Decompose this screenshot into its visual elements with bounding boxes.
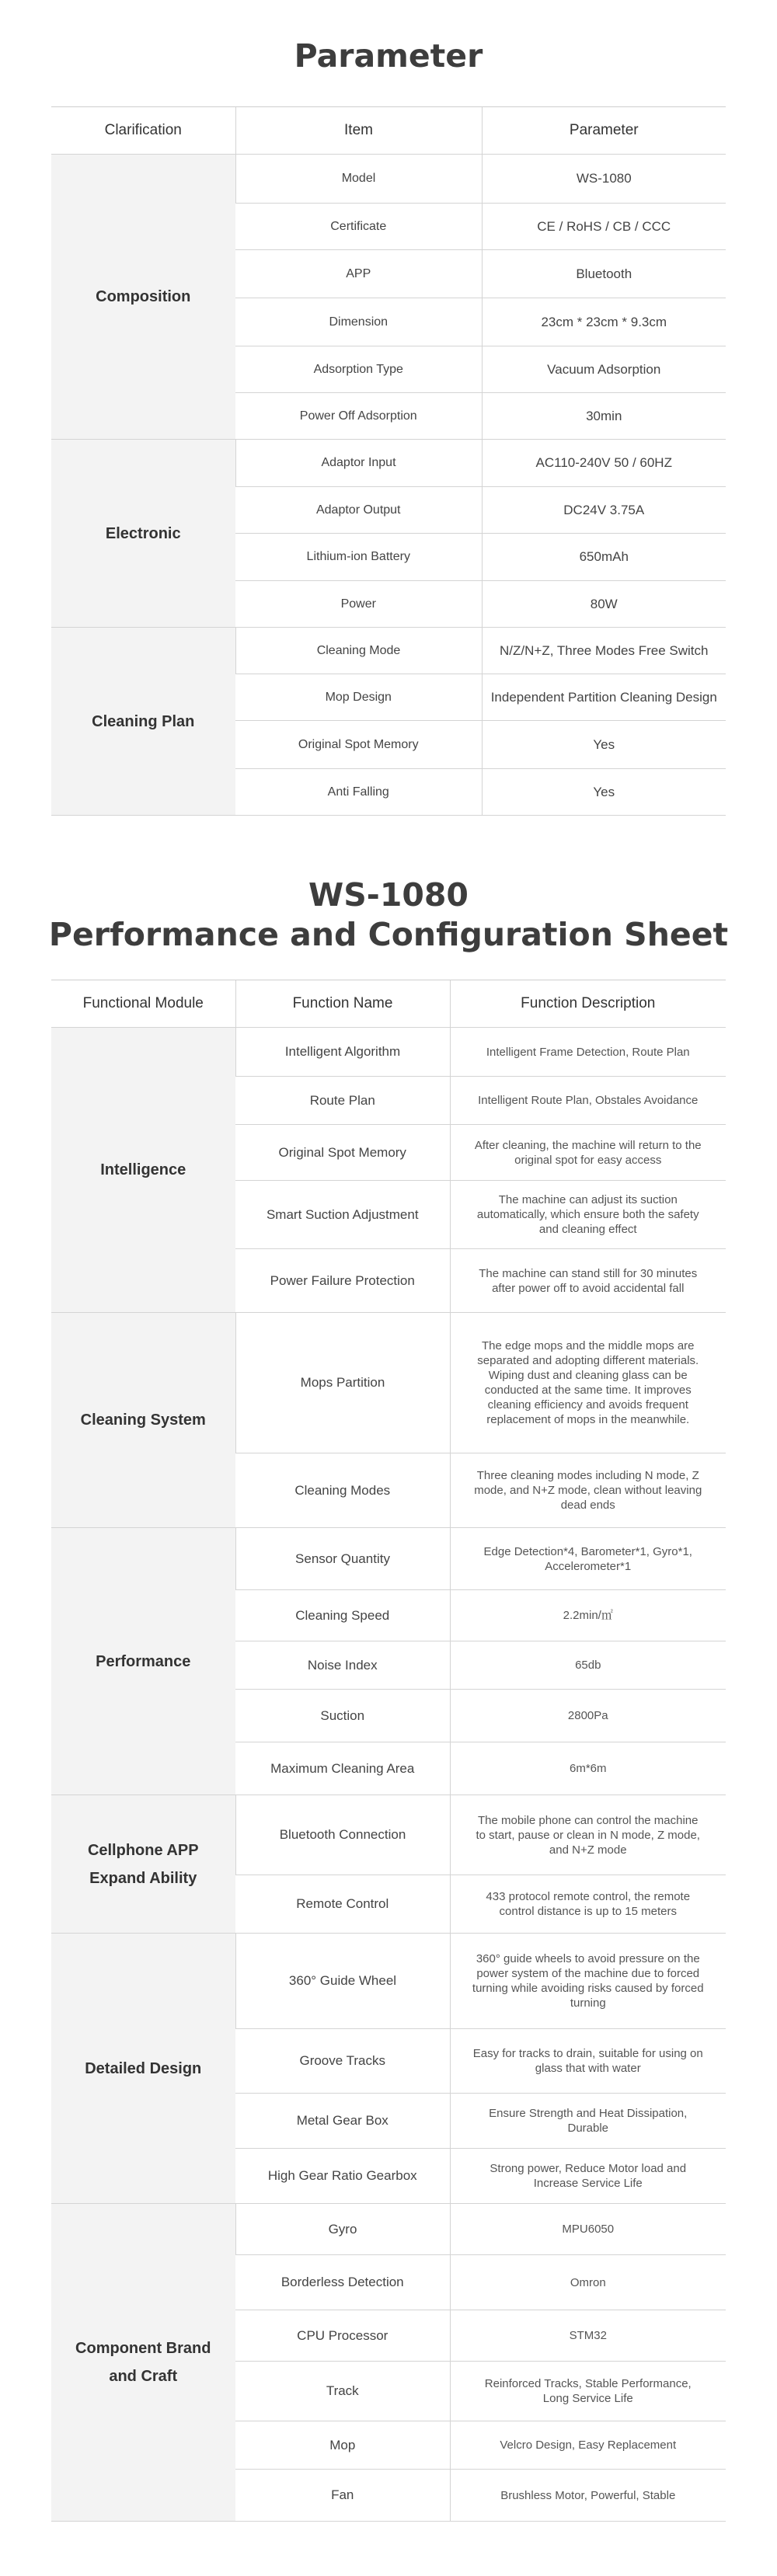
table-row xyxy=(51,1934,726,2029)
function-item-name: Maximum Cleaning Area xyxy=(235,1742,450,1795)
function-item-value: Omron xyxy=(450,2255,726,2310)
parameter-item-name: APP xyxy=(235,250,482,298)
parameter-column-header: Item xyxy=(235,107,482,155)
function-item-name: Intelligent Algorithm xyxy=(235,1028,450,1077)
function-column-header: Function Description xyxy=(450,980,726,1028)
parameter-item-value: CE / RoHS / CB / CCC xyxy=(482,204,726,250)
table-row xyxy=(51,440,726,487)
parameter-item-value: 650mAh xyxy=(482,534,726,581)
table-row xyxy=(51,1028,726,1077)
function-group-label: Component Brand and Craft xyxy=(51,2204,235,2522)
function-item-name: Cleaning Speed xyxy=(235,1590,450,1641)
parameter-item-name: Original Spot Memory xyxy=(235,721,482,769)
function-item-name: High Gear Ratio Gearbox xyxy=(235,2149,450,2204)
parameter-item-value: DC24V 3.75A xyxy=(482,487,726,534)
parameter-column-header: Parameter xyxy=(482,107,726,155)
parameter-group-label: Cleaning Plan xyxy=(51,628,235,816)
parameter-item-value: N/Z/N+Z, Three Modes Free Switch xyxy=(482,628,726,674)
function-item-name: CPU Processor xyxy=(235,2310,450,2362)
function-item-name: Cleaning Modes xyxy=(235,1453,450,1528)
parameter-item-name: Mop Design xyxy=(235,674,482,721)
table-row xyxy=(51,628,726,674)
function-item-name: Power Failure Protection xyxy=(235,1249,450,1313)
config-sheet-title-line1: WS-1080 xyxy=(308,876,469,914)
function-group-label: Detailed Design xyxy=(51,1934,235,2204)
table-row xyxy=(51,1795,726,1875)
parameter-item-name: Certificate xyxy=(235,204,482,250)
function-item-value: STM32 xyxy=(450,2310,726,2362)
function-item-name: Groove Tracks xyxy=(235,2029,450,2094)
function-column-header: Functional Module xyxy=(51,980,235,1028)
parameter-item-name: Power xyxy=(235,581,482,628)
function-item-value: 2.2min/㎡ xyxy=(450,1590,726,1641)
parameter-item-value: Vacuum Adsorption xyxy=(482,346,726,393)
function-item-value: Intelligent Route Plan, Obstales Avoidance xyxy=(450,1077,726,1125)
parameter-item-name: Lithium-ion Battery xyxy=(235,534,482,581)
function-item-name: Sensor Quantity xyxy=(235,1528,450,1590)
function-item-value: The mobile phone can control the machine to start, pause or clean in N mode, Z mode, and N+Z mode xyxy=(450,1795,726,1875)
parameter-item-name: Power Off Adsorption xyxy=(235,393,482,440)
function-item-name: Gyro xyxy=(235,2204,450,2255)
function-item-value: Brushless Motor, Powerful, Stable xyxy=(450,2470,726,2522)
function-item-name: Bluetooth Connection xyxy=(235,1795,450,1875)
parameter-header-row xyxy=(51,107,726,155)
function-group-label: Cellphone APP Expand Ability xyxy=(51,1795,235,1934)
function-item-name: Fan xyxy=(235,2470,450,2522)
function-item-name: Suction xyxy=(235,1690,450,1742)
table-row xyxy=(51,1528,726,1590)
function-item-name: Route Plan xyxy=(235,1077,450,1125)
function-item-value: Velcro Design, Easy Replacement xyxy=(450,2421,726,2470)
function-item-value: Edge Detection*4, Barometer*1, Gyro*1, Accelerometer*1 xyxy=(450,1528,726,1590)
parameter-item-value: WS-1080 xyxy=(482,155,726,204)
configuration-table xyxy=(51,980,726,2522)
function-item-name: 360° Guide Wheel xyxy=(235,1934,450,2029)
parameter-item-value: Bluetooth xyxy=(482,250,726,298)
parameter-title: Parameter xyxy=(294,37,483,75)
function-group-label: Cleaning System xyxy=(51,1313,235,1528)
function-item-name: Track xyxy=(235,2362,450,2421)
parameter-item-name: Cleaning Mode xyxy=(235,628,482,674)
parameter-item-value: 23cm * 23cm * 9.3cm xyxy=(482,298,726,346)
function-item-name: Original Spot Memory xyxy=(235,1125,450,1181)
function-item-value: MPU6050 xyxy=(450,2204,726,2255)
function-column-header: Function Name xyxy=(235,980,450,1028)
parameter-item-value: AC110-240V 50 / 60HZ xyxy=(482,440,726,487)
parameter-item-value: Independent Partition Cleaning Design xyxy=(482,674,726,721)
function-item-value: Strong power, Reduce Motor load and Increase Service Life xyxy=(450,2149,726,2204)
parameter-item-value: 80W xyxy=(482,581,726,628)
parameter-group-label: Composition xyxy=(51,155,235,440)
function-group-label: Intelligence xyxy=(51,1028,235,1313)
function-item-value: 6m*6m xyxy=(450,1742,726,1795)
function-item-value: The edge mops and the middle mops are separated and adopting different materials. Wiping dust and cleaning glass can be conducted at the same time. It improves cleaning efficiency and avoids frequent replacement of mops in the meanwhile. xyxy=(450,1313,726,1453)
parameter-item-value: Yes xyxy=(482,721,726,769)
function-item-value: 433 protocol remote control, the remote control distance is up to 15 meters xyxy=(450,1875,726,1934)
table-row xyxy=(51,155,726,204)
table-row xyxy=(51,1313,726,1453)
parameter-column-header: Clarification xyxy=(51,107,235,155)
parameter-item-name: Adaptor Input xyxy=(235,440,482,487)
function-item-name: Remote Control xyxy=(235,1875,450,1934)
function-item-name: Mop xyxy=(235,2421,450,2470)
function-item-value: The machine can stand still for 30 minutes after power off to avoid accidental fall xyxy=(450,1249,726,1313)
function-item-value: Intelligent Frame Detection, Route Plan xyxy=(450,1028,726,1077)
function-item-name: Smart Suction Adjustment xyxy=(235,1181,450,1249)
function-item-value: After cleaning, the machine will return to the original spot for easy access xyxy=(450,1125,726,1181)
parameter-item-name: Dimension xyxy=(235,298,482,346)
parameter-item-name: Anti Falling xyxy=(235,769,482,816)
function-item-value: The machine can adjust its suction automatically, which ensure both the safety and cleaning effect xyxy=(450,1181,726,1249)
function-group-label: Performance xyxy=(51,1528,235,1795)
function-item-value: Easy for tracks to drain, suitable for using on glass that with water xyxy=(450,2029,726,2094)
function-item-value: Three cleaning modes including N mode, Z mode, and N+Z mode, clean without leaving dead ends xyxy=(450,1453,726,1528)
function-item-name: Mops Partition xyxy=(235,1313,450,1453)
config-sheet-title xyxy=(0,875,777,955)
config-sheet-title-line2: Performance and Configuration Sheet xyxy=(48,916,729,953)
parameter-item-value: 30min xyxy=(482,393,726,440)
table-row xyxy=(51,2204,726,2255)
function-item-value: Reinforced Tracks, Stable Performance, Long Service Life xyxy=(450,2362,726,2421)
function-item-value: 65db xyxy=(450,1641,726,1690)
function-header-row xyxy=(51,980,726,1028)
function-item-name: Metal Gear Box xyxy=(235,2094,450,2149)
parameter-table xyxy=(51,106,726,816)
function-item-name: Borderless Detection xyxy=(235,2255,450,2310)
parameter-item-name: Adaptor Output xyxy=(235,487,482,534)
function-item-value: 2800Pa xyxy=(450,1690,726,1742)
parameter-item-name: Adsorption Type xyxy=(235,346,482,393)
function-item-name: Noise Index xyxy=(235,1641,450,1690)
parameter-item-value: Yes xyxy=(482,769,726,816)
parameter-group-label: Electronic xyxy=(51,440,235,628)
function-item-value: Ensure Strength and Heat Dissipation, Durable xyxy=(450,2094,726,2149)
function-item-value: 360° guide wheels to avoid pressure on the power system of the machine due to forced turning while avoiding risks caused by forced turning xyxy=(450,1934,726,2029)
parameter-item-name: Model xyxy=(235,155,482,204)
